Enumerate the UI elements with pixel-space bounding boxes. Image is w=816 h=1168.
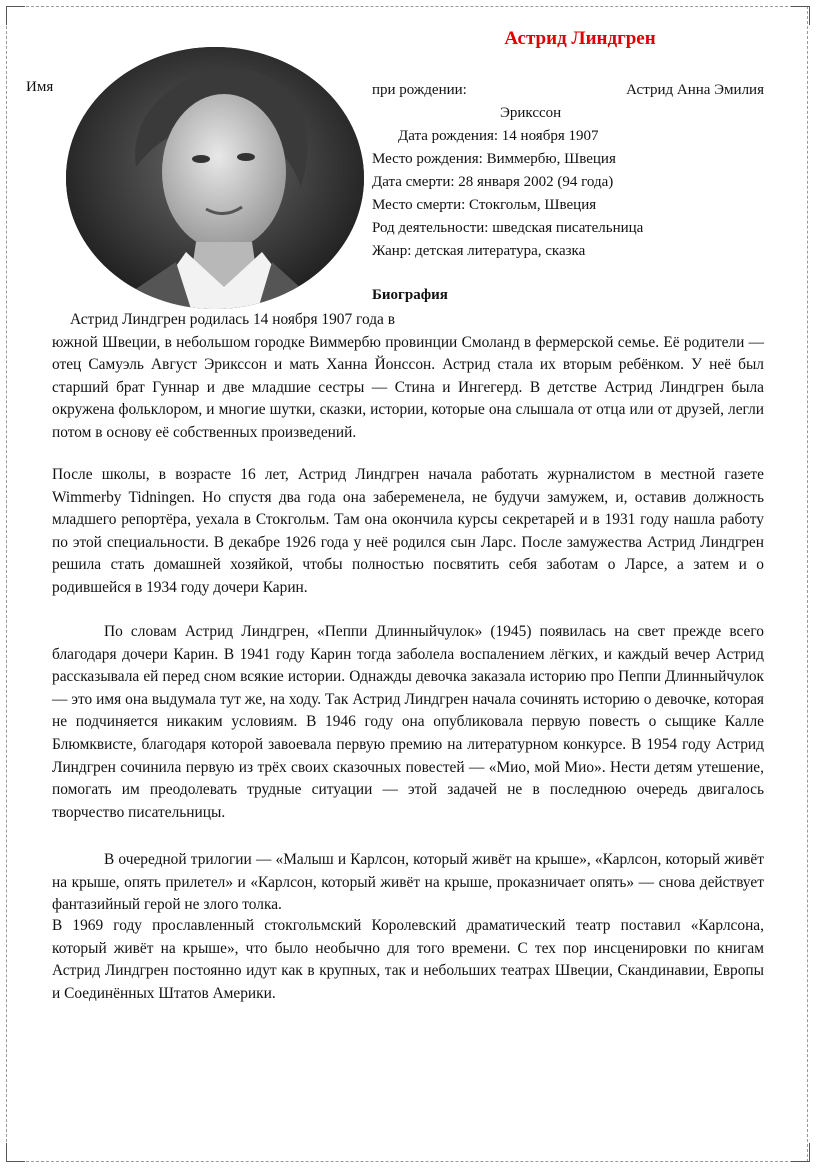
page-title: Астрид Линдгрен [504, 28, 656, 49]
paragraph-lead: Астрид Линдгрен родилась 14 ноября 1907 года в [70, 311, 395, 328]
genre: Жанр: детская литература, сказка [372, 243, 586, 259]
biography-heading: Биография [372, 287, 448, 303]
biography-paragraph: В очередной трилогии — «Малыш и Карлсон, который живёт на крыше», «Карлсон, который живёт на крыше, опять прилетел» и «Карлсон, который живёт на крыше, проказничает опять» — снова действует фантазийный герой не злого толка. [52, 851, 764, 914]
death-place: Место смерти: Стокгольм, Швеция [372, 197, 597, 213]
birth-name-row [372, 79, 764, 102]
death-date: Дата смерти: 28 января 2002 (94 года) [372, 174, 614, 190]
author-portrait [66, 47, 364, 309]
corner-mark [6, 6, 25, 25]
birth-name-continued: Эрикссон [500, 105, 562, 121]
name-label: Имя [26, 79, 54, 95]
birth-date: Дата рождения: 14 ноября 1907 [398, 128, 599, 144]
paragraph-text: южной Швеции, в небольшом городке Виммербю провинции Смоланд в фермерской семье. Её родители — отец Самуэль Август Эрикссон и мать Ханна Йонссон. Астрид стала их вторым ребёнком. У неё был старший брат Гуннар и две младшие сестры — Стина и Ингегерд. В детстве Астрид Линдгрен была окружена фольклором, и многие шутки, сказки, истории, которые она слышала от отца или от друзей, легли потом в основу её собственных произведений. [52, 333, 764, 441]
birth-name-value: Астрид Анна Эмилия [626, 82, 764, 98]
occupation: Род деятельности: шведская писательница [372, 220, 644, 236]
biography-paragraph: После школы, в возрасте 16 лет, Астрид Линдгрен начала работать журналистом в местной газете Wimmerby Tidningen. Но спустя два года она забеременела, не будучи замужем, и, оставив должность младшего репортёра, уехала в Стокгольм. Там она окончила курсы секретарей и в 1931 году нашла работу по этой специальности. В декабре 1926 года у неё родился сын Ларс. После замужества Астрид Линдгрен решила стать домашней хозяйкой, чтобы полностью посвятить себя заботам о Ларсе, а затем и о родившейся в 1934 году дочери Карин. [52, 466, 764, 596]
corner-mark [791, 1143, 810, 1162]
corner-mark [6, 1143, 25, 1162]
biography-paragraph: В 1969 году прославленный стокгольмский Королевский драматический театр поставил «Карлсона, который живёт на крыше», что было необычно для того времени. С тех пор инсценировки по книгам Астрид Линдгрен постоянно идут как в крупных, так и небольших театрах Швеции, Скандинавии, Европы и Соединённых Штатов Америки. [52, 917, 764, 1002]
biography-paragraph: По словам Астрид Линдгрен, «Пеппи Длинныйчулок» (1945) появилась на свет прежде всего благодаря дочери Карин. В 1941 году Карин тогда заболела воспалением лёгких, и каждый вечер Астрид рассказывала ей перед сном всякие истории. Однажды девочка заказала историю про Пеппи Длинныйчулок — это имя она выдумала тут же, на ходу. Так Астрид Линдгрен начала сочинять историю о девочке, которая не подчиняется никаким условиям. В 1946 году она опубликовала первую повесть о сыщике Калле Блюмквисте, благодаря которой завоевала первую премию на литературном конкурсе. В 1954 году Астрид Линдгрен сочинила первую из трёх своих сказочных повестей — «Мио, мой Мио». Нести детям утешение, помогать им преодолевать трудные ситуации — этой задачей не в последнюю очередь двигалось творчество писательницы. [52, 623, 764, 821]
birth-place: Место рождения: Виммербю, Швеция [372, 151, 616, 167]
corner-mark [791, 6, 810, 25]
birth-name-label: при рождении: [372, 82, 467, 98]
info-block [372, 125, 644, 263]
biography-paragraph [52, 309, 764, 445]
